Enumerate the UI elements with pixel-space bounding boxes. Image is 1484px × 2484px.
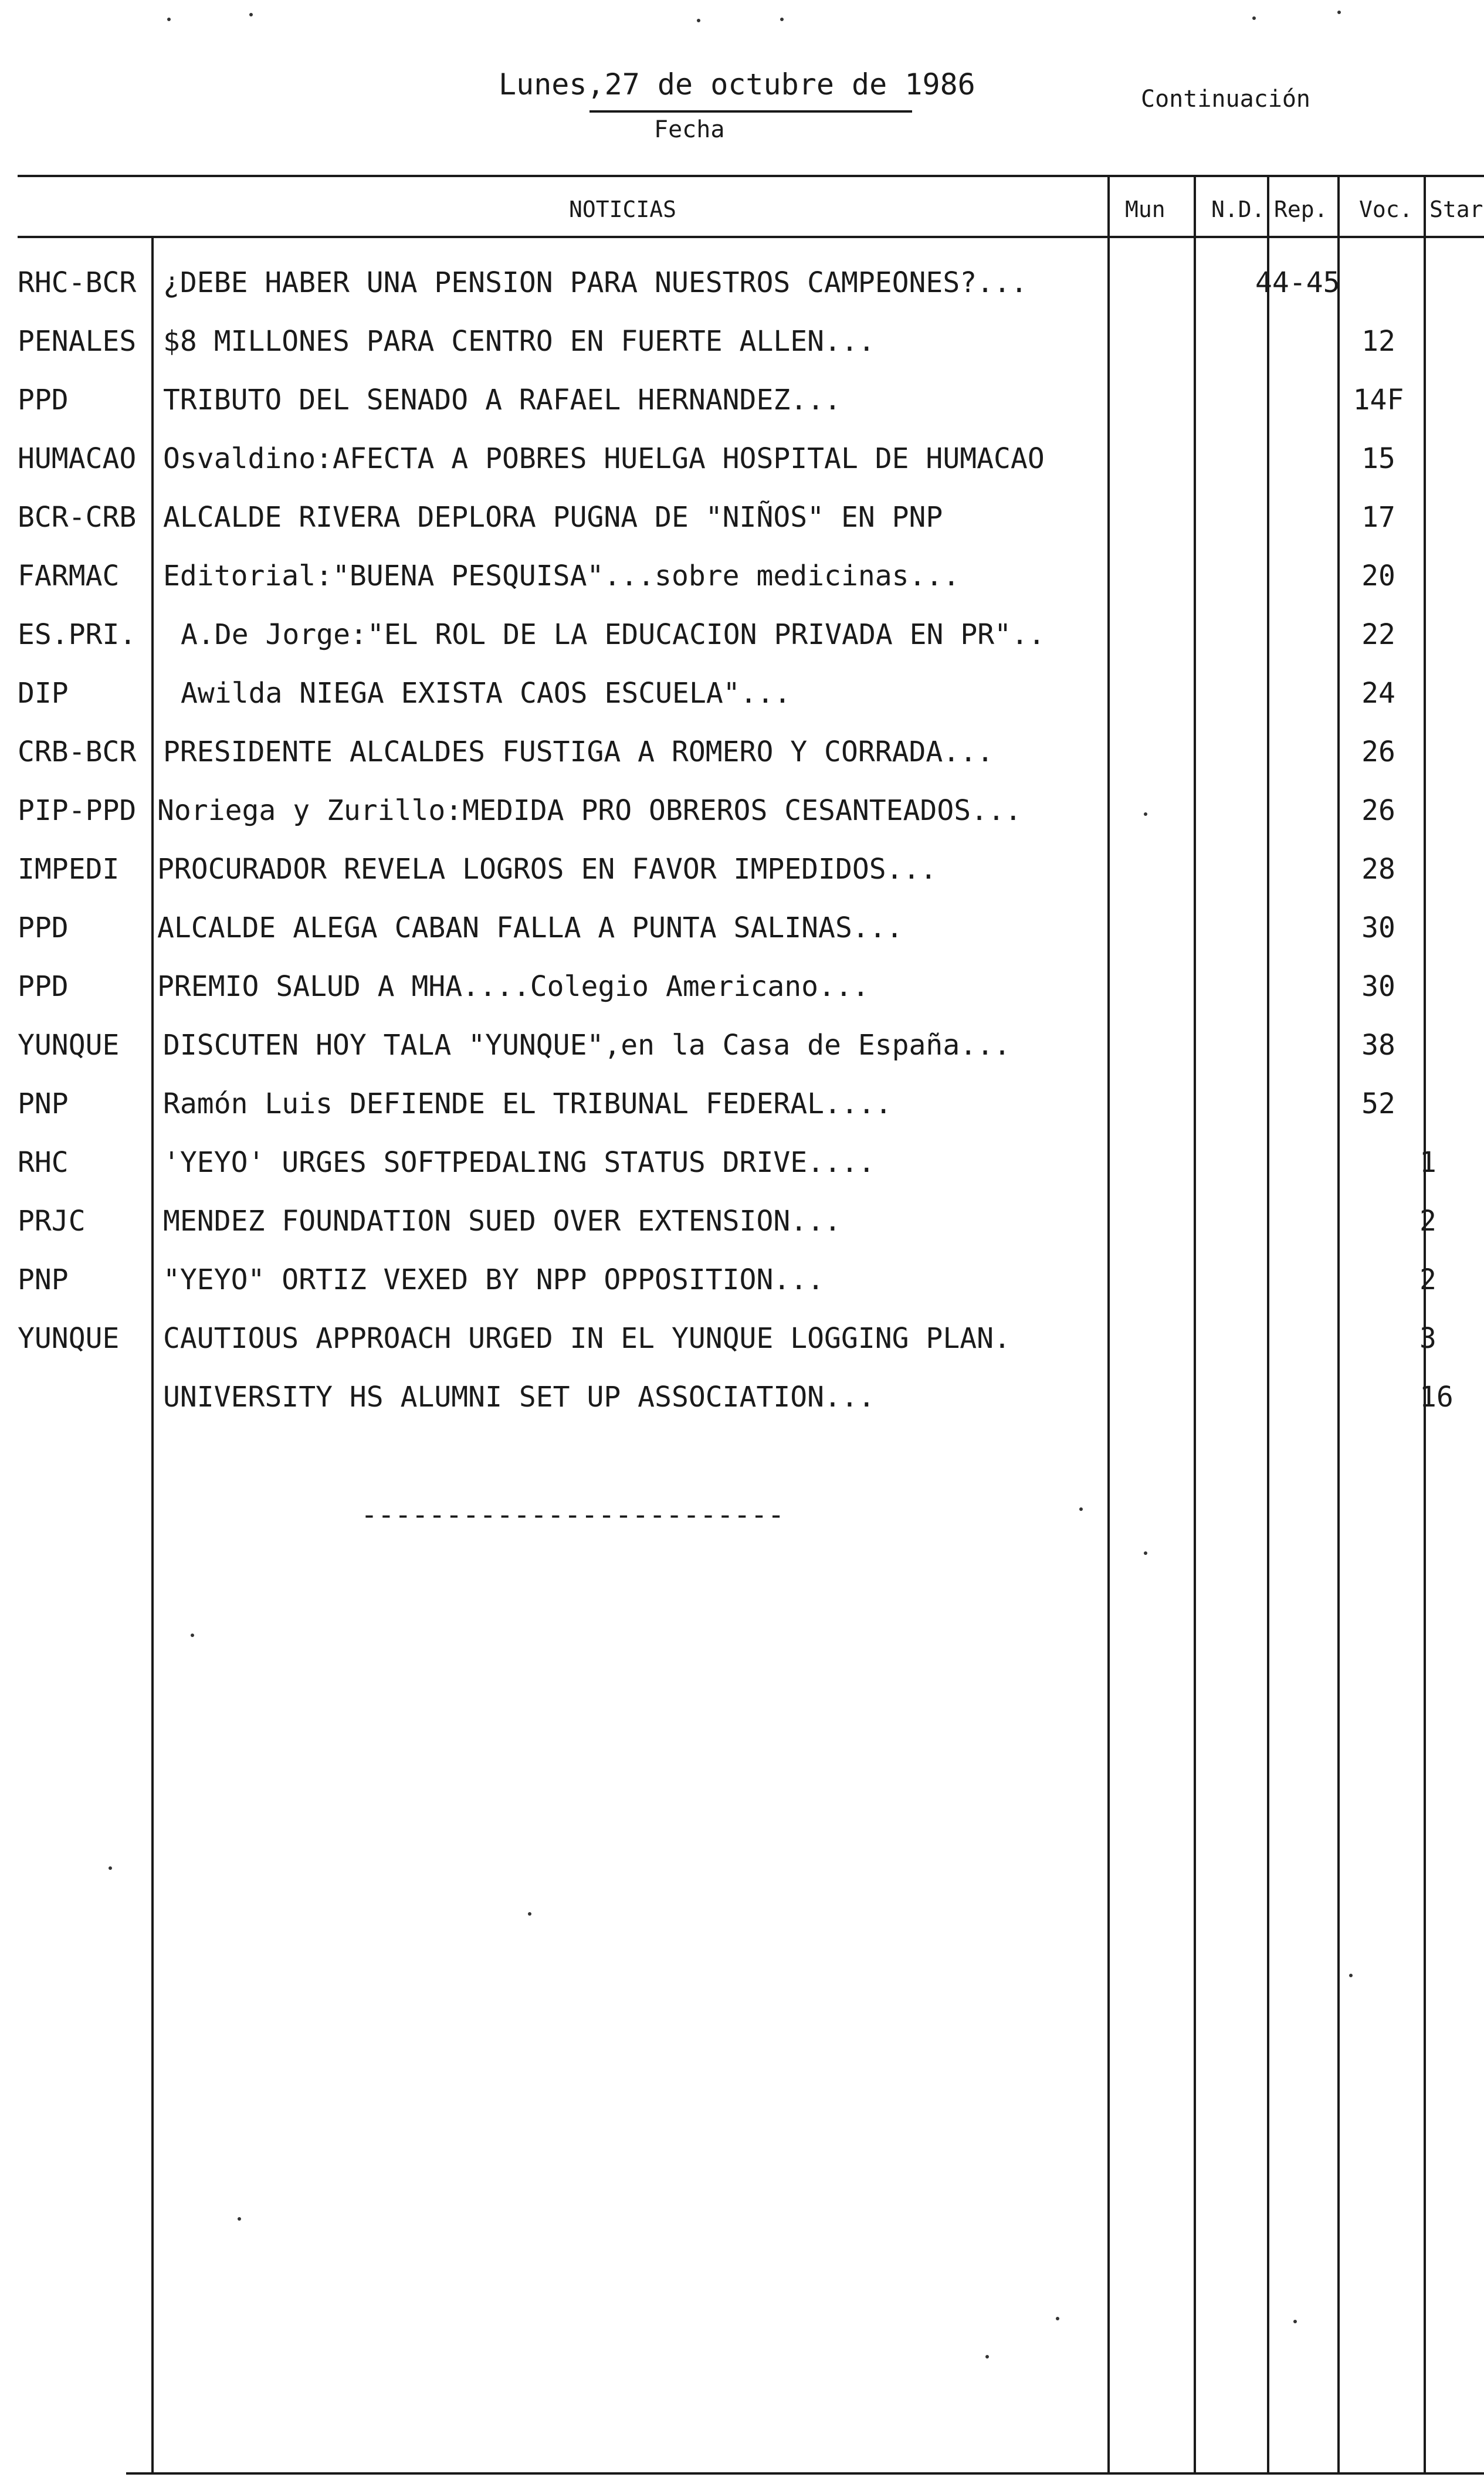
table-row (0, 1016, 1484, 1075)
row-title: ALCALDE RIVERA DEPLORA PUGNA DE "NIÑOS" EN PNP (163, 501, 943, 534)
table-row (0, 1368, 1484, 1426)
table-bottom-rule (126, 2472, 1484, 2475)
column-header-noticias: NOTICIAS (569, 196, 677, 222)
column-header-voc: Voc. (1359, 196, 1413, 222)
end-of-list-rule: ------------------------- (361, 1499, 785, 1531)
column-header-star: Star (1429, 196, 1483, 222)
row-code: IMPEDI (18, 853, 120, 886)
row-code: BCR-CRB (18, 501, 137, 534)
row-code: PNP (18, 1087, 69, 1120)
scan-speck (1079, 1507, 1083, 1511)
table-header-rule (18, 236, 1484, 238)
table-row (0, 1309, 1484, 1368)
scan-speck (191, 1634, 194, 1637)
row-code: PNP (18, 1263, 69, 1296)
row-voc: 26 (1361, 736, 1395, 768)
table-row (0, 1075, 1484, 1133)
row-title: Editorial:"BUENA PESQUISA"...sobre medicinas... (163, 560, 960, 592)
row-title: MENDEZ FOUNDATION SUED OVER EXTENSION... (163, 1205, 841, 1238)
row-title: PREMIO SALUD A MHA....Colegio Americano... (157, 970, 869, 1003)
table-row (0, 429, 1484, 488)
row-code: PIP-PPD (18, 794, 137, 827)
table-row (0, 664, 1484, 723)
row-voc: 30 (1361, 911, 1395, 944)
row-title: CAUTIOUS APPROACH URGED IN EL YUNQUE LOGGING PLAN. (163, 1322, 1011, 1355)
table-row (0, 312, 1484, 371)
row-star: 3 (1419, 1322, 1436, 1355)
table-row (0, 1133, 1484, 1192)
row-code: PPD (18, 911, 69, 944)
scan-speck (1337, 11, 1341, 14)
row-title: A.De Jorge:"EL ROL DE LA EDUCACION PRIVADA EN PR".. (181, 618, 1045, 651)
scan-speck (238, 2217, 241, 2221)
table-row (0, 547, 1484, 605)
row-code: YUNQUE (18, 1322, 120, 1355)
continuation-label: Continuación (1141, 86, 1310, 113)
row-code: DIP (18, 677, 69, 710)
scan-speck (1252, 16, 1256, 20)
row-voc: 15 (1361, 442, 1395, 475)
row-star: 16 (1419, 1381, 1453, 1414)
row-code: FARMAC (18, 560, 120, 592)
row-title: UNIVERSITY HS ALUMNI SET UP ASSOCIATION... (163, 1381, 875, 1414)
table-row (0, 957, 1484, 1016)
date-underline (589, 110, 912, 113)
row-voc: 22 (1361, 618, 1395, 651)
table-row (0, 840, 1484, 899)
table-row (0, 723, 1484, 781)
row-title: PROCURADOR REVELA LOGROS EN FAVOR IMPEDIDOS... (157, 853, 937, 886)
table-row (0, 781, 1484, 840)
row-title: ¿DEBE HABER UNA PENSION PARA NUESTROS CAMPEONES?... (163, 266, 1028, 299)
scan-speck (109, 1866, 112, 1870)
column-header-nd: N.D. (1211, 196, 1265, 222)
row-code: HUMACAO (18, 442, 137, 475)
scan-speck (780, 18, 784, 21)
table-top-rule (18, 175, 1484, 177)
row-code: YUNQUE (18, 1029, 120, 1062)
row-voc: 24 (1361, 677, 1395, 710)
row-star: 2 (1419, 1263, 1436, 1296)
row-title: TRIBUTO DEL SENADO A RAFAEL HERNANDEZ... (163, 384, 841, 416)
table-row (0, 1251, 1484, 1309)
row-title: PRESIDENTE ALCALDES FUSTIGA A ROMERO Y CORRADA... (163, 736, 994, 768)
row-code: PRJC (18, 1205, 86, 1238)
row-rep: 44-45 (1255, 266, 1340, 299)
row-voc: 14F (1353, 384, 1404, 416)
date-caption: Fecha (654, 116, 725, 143)
column-header-rep: Rep. (1274, 196, 1328, 222)
row-voc: 20 (1361, 560, 1395, 592)
scan-speck (1144, 1551, 1147, 1555)
scan-speck (985, 2355, 989, 2358)
row-title: Awilda NIEGA EXISTA CAOS ESCUELA"... (181, 677, 791, 710)
table-row (0, 899, 1484, 957)
scan-speck (1056, 2317, 1059, 2320)
row-voc: 52 (1361, 1087, 1395, 1120)
row-voc: 30 (1361, 970, 1395, 1003)
row-title: $8 MILLONES PARA CENTRO EN FUERTE ALLEN... (163, 325, 875, 358)
row-code: RHC (18, 1146, 69, 1179)
table-row (0, 371, 1484, 429)
row-code: CRB-BCR (18, 736, 137, 768)
row-code: PPD (18, 970, 69, 1003)
scan-speck (167, 18, 171, 21)
table-row (0, 488, 1484, 547)
row-voc: 28 (1361, 853, 1395, 886)
scan-speck (1349, 1974, 1353, 1977)
column-header-mun: Mun (1125, 196, 1165, 222)
row-voc: 38 (1361, 1029, 1395, 1062)
table-row (0, 253, 1484, 312)
row-code: PENALES (18, 325, 137, 358)
scan-speck (249, 13, 253, 16)
row-title: Ramón Luis DEFIENDE EL TRIBUNAL FEDERAL.... (163, 1087, 892, 1120)
scan-speck (697, 19, 700, 22)
row-code: PPD (18, 384, 69, 416)
row-star: 2 (1419, 1205, 1436, 1238)
scan-speck (528, 1912, 531, 1916)
row-title: DISCUTEN HOY TALA "YUNQUE",en la Casa de España... (163, 1029, 1011, 1062)
row-code: RHC-BCR (18, 266, 137, 299)
row-title: 'YEYO' URGES SOFTPEDALING STATUS DRIVE.... (163, 1146, 875, 1179)
row-star: 1 (1419, 1146, 1436, 1179)
document-date: Lunes,27 de octubre de 1986 (499, 67, 975, 101)
row-title: ALCALDE ALEGA CABAN FALLA A PUNTA SALINAS... (157, 911, 903, 944)
row-voc: 17 (1361, 501, 1395, 534)
row-voc: 12 (1361, 325, 1395, 358)
scan-speck (1144, 812, 1147, 816)
row-title: "YEYO" ORTIZ VEXED BY NPP OPPOSITION... (163, 1263, 825, 1296)
row-title: Noriega y Zurillo:MEDIDA PRO OBREROS CESANTEADOS... (157, 794, 1022, 827)
table-row (0, 605, 1484, 664)
table-row (0, 1192, 1484, 1251)
row-title: Osvaldino:AFECTA A POBRES HUELGA HOSPITAL DE HUMACAO (163, 442, 1045, 475)
row-voc: 26 (1361, 794, 1395, 827)
row-code: ES.PRI. (18, 618, 137, 651)
scan-speck (1293, 2320, 1297, 2323)
